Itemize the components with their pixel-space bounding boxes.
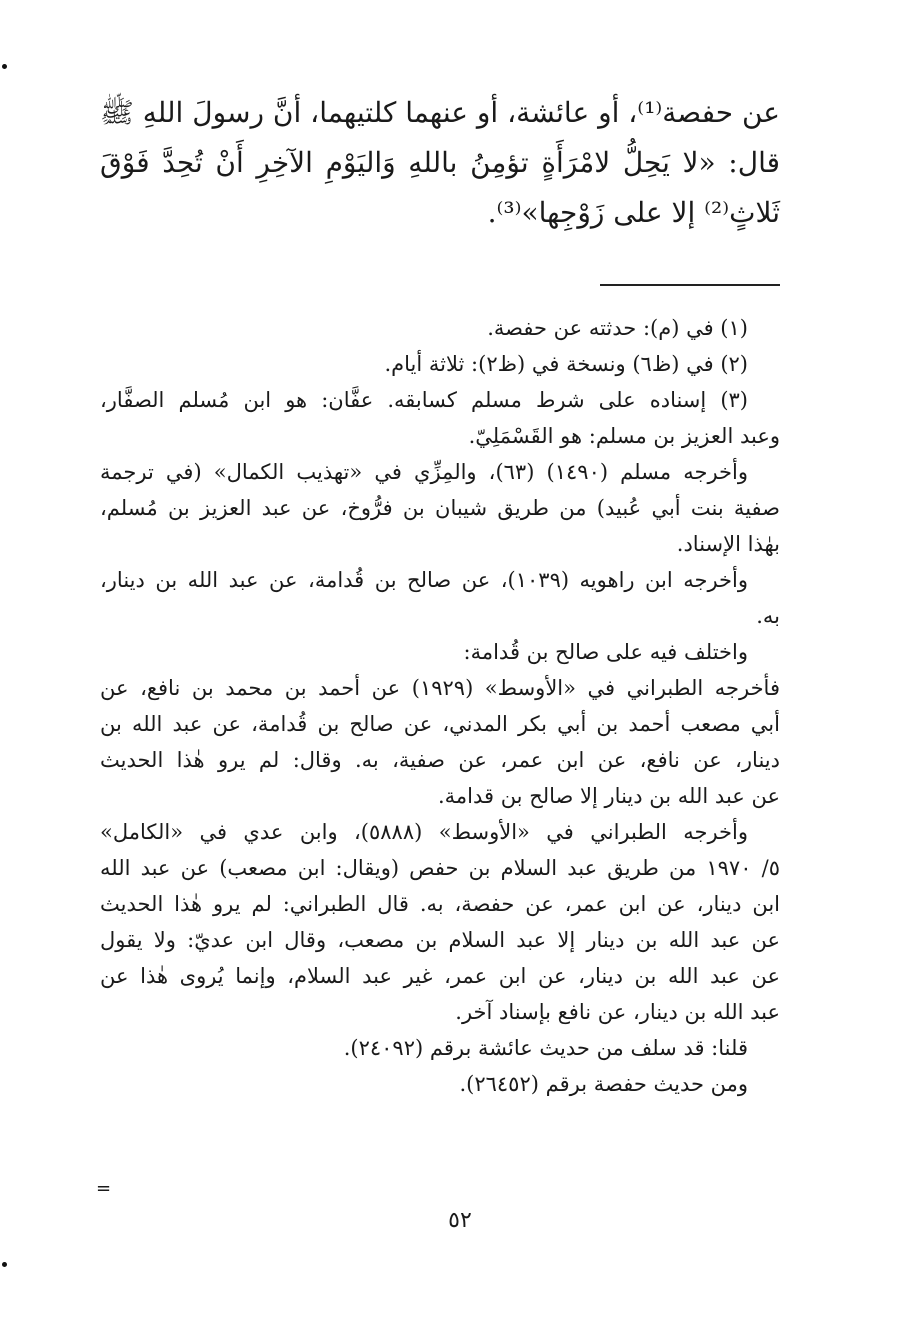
footnote-line: دينار، عن نافع، عن ابن عمر، عن صفية، به. وقال: لم يرو هٰذا الحديث: [100, 748, 780, 772]
footnote-line: (٢) في (ظ٦) ونسخة في (ظ٢): ثلاثة أيام.: [384, 352, 748, 376]
footnote-line: أبي مصعب أحمد بن أبي بكر المدني، عن صالح بن قُدامة، عن عبد الله بن: [100, 712, 780, 736]
footnote-line: عن عبد الله بن دينار إلا صالح بن قدامة.: [437, 784, 780, 808]
hadith-paragraph: عن حفصة⁽¹⁾، أو عائشة، أو عنهما كلتيهما، أنَّ رسولَ اللهِ ﷺ قال: «لا يَحِلُّ لامْرَأَةٍ تؤمِنُ باللهِ وَاليَوْمِ الآخِرِ أَنْ تُحِدَّ فَوْقَ ثَلاثٍ⁽²⁾ إلا على زَوْجِها»⁽³⁾.: [100, 96, 780, 229]
main-text: [100, 88, 780, 238]
footnote-line: وعبد العزيز بن مسلم: هو القَسْمَلِيّ.: [468, 424, 780, 448]
scan-speck: [2, 1262, 7, 1267]
footnote-line: وأخرجه الطبراني في «الأوسط» (٥٨٨٨)، وابن عدي في «الكامل»: [100, 820, 748, 844]
footnote-line: عن عبد الله بن دينار إلا عبد السلام بن مصعب، وقال ابن عديّ: ولا يقول: [100, 928, 780, 952]
page-number: ٥٢: [448, 1208, 472, 1233]
footnote-line: فأخرجه الطبراني في «الأوسط» (١٩٢٩) عن أحمد بن محمد بن نافع، عن: [100, 676, 780, 700]
footnote-line: (٣) إسناده على شرط مسلم كسابقه. عفَّان: هو ابن مُسلم الصفَّار،: [100, 388, 748, 412]
footnote-line: ومن حديث حفصة برقم (٢٦٤٥٢).: [459, 1072, 748, 1096]
footnote-line: وأخرجه مسلم (١٤٩٠) (٦٣)، والمِزِّي في «تهذيب الكمال» (في ترجمة: [100, 460, 748, 484]
footnotes: [100, 310, 780, 1102]
footnote-line: وأخرجه ابن راهويه (١٠٣٩)، عن صالح بن قُدامة، عن عبد الله بن دينار،: [100, 568, 749, 592]
footnote-line: بهٰذا الإسناد.: [676, 532, 780, 556]
footnote-line: عن عبد الله بن دينار، عن ابن عمر، غير عبد السلام، وإنما يُروى هٰذا عن: [100, 964, 780, 988]
footnote-line: صفية بنت أبي عُبيد) من طريق شيبان بن فرُّوخ، عن عبد العزيز بن مُسلم،: [100, 496, 780, 520]
footnote-line: ٥/ ١٩٧٠ من طريق عبد السلام بن حفص (ويقال: ابن مصعب) عن عبد الله: [100, 856, 780, 880]
footnote-line: عبد الله بن دينار، عن نافع بإسناد آخر.: [455, 1000, 780, 1024]
footnote-line: (١) في (م): حدثته عن حفصة.: [487, 316, 748, 340]
footnote-line: واختلف فيه على صالح بن قُدامة:: [463, 640, 748, 664]
footnote-line: قلنا: قد سلف من حديث عائشة برقم (٢٤٠٩٢).: [343, 1036, 748, 1060]
footnote-line: به.: [756, 604, 780, 628]
scan-speck: [2, 64, 7, 69]
footnote-separator: [600, 284, 780, 286]
footnote-line: ابن دينار، عن ابن عمر، عن حفصة، به. قال الطبراني: لم يرو هٰذا الحديث: [100, 892, 780, 916]
continuation-mark: =: [96, 1178, 112, 1199]
